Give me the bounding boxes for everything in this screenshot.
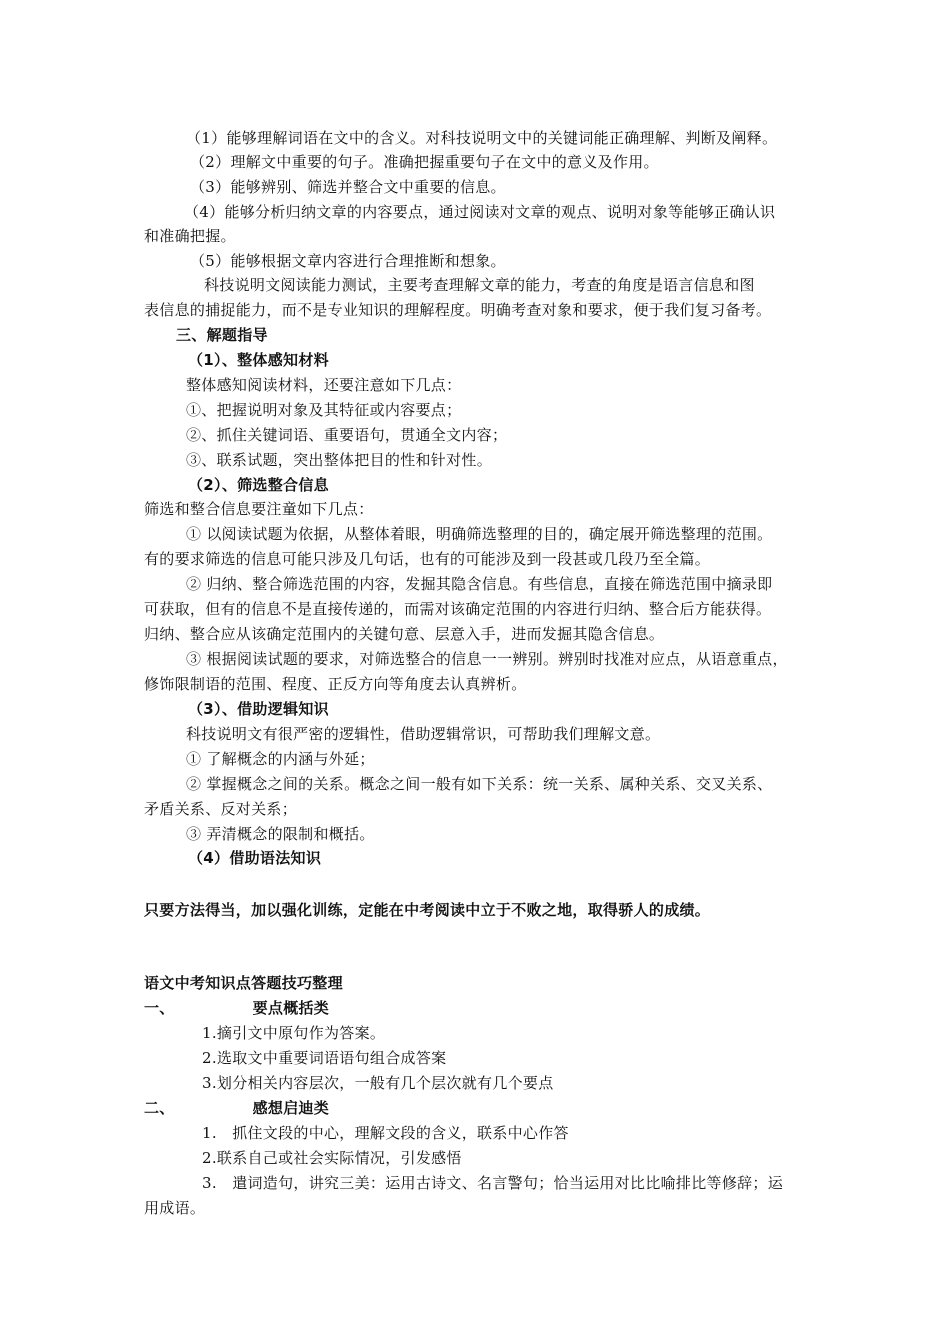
part3-line: 科技说明文有很严密的逻辑性，借助逻辑常识，可帮助我们理解文意。 xyxy=(186,725,661,743)
category-1-label: 要点概括类 xyxy=(252,999,330,1017)
summary-line-2: 表信息的捕捉能力，而不是专业知识的理解程度。明确考查对象和要求，便于我们复习备考。 xyxy=(144,301,772,319)
goal-4-cont: 和准确把握。 xyxy=(144,227,236,245)
category-1-number: 一、 xyxy=(144,999,175,1017)
part3-heading: （3）、借助逻辑知识 xyxy=(188,700,329,718)
category-2-number: 二、 xyxy=(144,1099,175,1117)
goal-2: （2）理解文中重要的句子。准确把握重要句子在文中的意义及作用。 xyxy=(190,153,659,171)
part2-line: 有的要求筛选的信息可能只涉及几句话，也有的可能涉及到一段甚或几段乃至全篇。 xyxy=(144,550,711,568)
category-1-item: 1.摘引文中原句作为答案。 xyxy=(202,1024,386,1042)
part4-heading: （4）借助语法知识 xyxy=(188,849,322,867)
goal-3: （3）能够辨别、筛选并整合文中重要的信息。 xyxy=(190,178,506,196)
category-2-heading xyxy=(144,1096,940,1120)
goal-5: （5）能够根据文章内容进行合理推断和想象。 xyxy=(190,252,506,270)
part3-line: ① 了解概念的内涵与外延； xyxy=(186,750,375,768)
closing-statement: 只要方法得当，加以强化训练，定能在中考阅读中立于不败之地，取得骄人的成绩。 xyxy=(144,901,711,919)
goal-4: （4）能够分析归纳文章的内容要点，通过阅读对文章的观点、说明对象等能够正确认识 xyxy=(184,203,776,221)
part2-line: 归纳、整合应从该确定范围内的关键句意、层意入手，进而发掘其隐含信息。 xyxy=(144,625,665,643)
part1-line: 整体感知阅读材料，还要注意如下几点： xyxy=(186,376,462,394)
part2-line: ② 归纳、整合筛选范围的内容，发掘其隐含信息。有些信息，直接在筛选范围中摘录即 xyxy=(186,575,773,593)
part2-line: ③ 根据阅读试题的要求，对筛选整合的信息一一辨别。辨别时找准对应点，从语意重点， xyxy=(186,650,788,668)
part2-line: 修饰限制语的范围、程度、正反方向等角度去认真辨析。 xyxy=(144,675,527,693)
category-2-item: 用成语。 xyxy=(144,1199,206,1217)
part1-line: ①、把握说明对象及其特征或内容要点； xyxy=(186,401,462,419)
category-2-item: 1. 抓住文段的中心，理解文段的含义，联系中心作答 xyxy=(202,1124,569,1142)
category-2-item: 3. 遣词造句，讲究三美：运用古诗文、名言警句；恰当运用对比比喻排比等修辞；运 xyxy=(202,1174,784,1192)
part3-line: ② 掌握概念之间的关系。概念之间一般有如下关系：统一关系、属种关系、交叉关系、 xyxy=(186,775,773,793)
category-2-label: 感想启迪类 xyxy=(252,1099,330,1117)
part2-line: 筛选和整合信息要注童如下几点： xyxy=(144,500,374,518)
part1-line: ②、抓住关键词语、重要语句，贯通全文内容； xyxy=(186,426,508,444)
category-1-item: 3.划分相关内容层次，一般有几个层次就有几个要点 xyxy=(202,1074,554,1092)
part2-line: 可获取，但有的信息不是直接传递的，而需对该确定范围的内容进行归纳、整合后方能获得。 xyxy=(144,600,772,618)
part1-line: ③、联系试题，突出整体把目的性和针对性。 xyxy=(186,451,493,469)
tips-title: 语文中考知识点答题技巧整理 xyxy=(144,974,343,992)
category-1-heading xyxy=(144,996,940,1020)
part3-line: 矛盾关系、反对关系； xyxy=(144,800,298,818)
part2-line: ① 以阅读试题为依据，从整体着眼，明确筛选整理的目的，确定展开筛选整理的范围。 xyxy=(186,525,773,543)
summary-line-1: 科技说明文阅读能力测试，主要考查理解文章的能力，考查的角度是语言信息和图 xyxy=(204,276,755,294)
section-three-heading: 三、解题指导 xyxy=(176,326,268,344)
part2-heading: （2）、筛选整合信息 xyxy=(188,476,329,494)
category-2-item: 2.联系自己或社会实际情况，引发感悟 xyxy=(202,1149,462,1167)
category-1-item: 2.选取文中重要词语语句组合成答案 xyxy=(202,1049,447,1067)
part3-line: ③ 弄清概念的限制和概括。 xyxy=(186,825,375,843)
goal-1: （1）能够理解词语在文中的含义。对科技说明文中的关键词能正确理解、判断及阐释。 xyxy=(186,129,778,147)
part1-heading: （1）、整体感知材料 xyxy=(188,351,329,369)
